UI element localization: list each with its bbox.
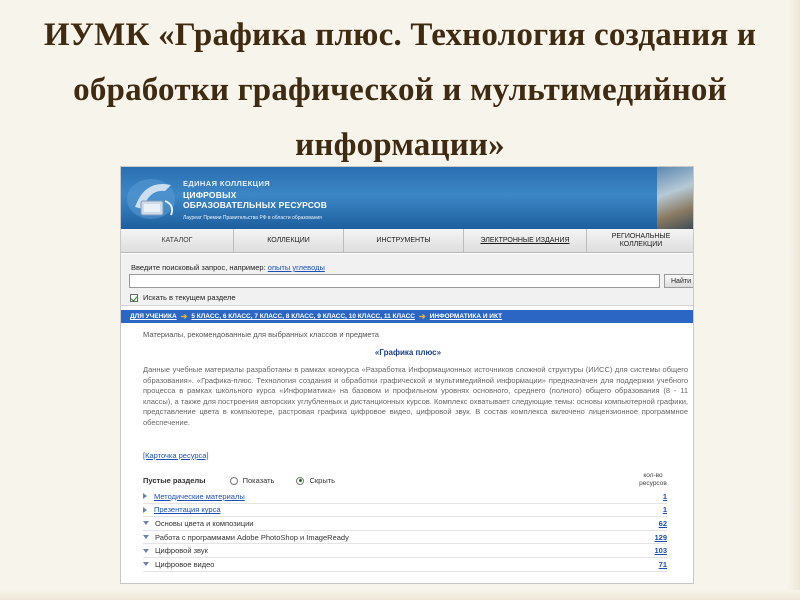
section-row[interactable] bbox=[143, 504, 667, 518]
section-row[interactable] bbox=[143, 558, 667, 572]
section-label: Цифровой звук bbox=[155, 546, 208, 556]
resource-count-header: кол-во ресурсов bbox=[639, 472, 667, 487]
breadcrumb-item-student[interactable]: ДЛЯ УЧЕНИКА bbox=[130, 313, 177, 320]
hide-radio-label: Скрыть bbox=[309, 476, 336, 485]
search-panel bbox=[121, 254, 694, 306]
section-count[interactable]: 1 bbox=[662, 505, 667, 515]
nav-regional-collections[interactable]: РЕГИОНАЛЬНЫЕ КОЛЛЕКЦИИ bbox=[611, 233, 671, 248]
slide-title: ИУМК «Графика плюс. Технология создания и обработки графической и мультимедийной информации» bbox=[43, 17, 757, 163]
breadcrumb-item-subject[interactable]: ИНФОРМАТИКА И ИКТ bbox=[429, 313, 503, 320]
show-radio-label: Показать bbox=[242, 476, 275, 485]
main-content bbox=[121, 323, 694, 584]
slide-edge-right bbox=[788, 0, 800, 600]
nav-tools[interactable]: ИНСТРУМЕНТЫ bbox=[344, 229, 464, 253]
section-label: Работа с программами Adobe PhotoShop и ImageReady bbox=[155, 532, 349, 542]
section-count[interactable]: 1 bbox=[662, 491, 667, 501]
search-input[interactable] bbox=[129, 274, 660, 288]
nav-collections[interactable]: КОЛЛЕКЦИИ bbox=[234, 229, 344, 253]
breadcrumb-item-grades[interactable]: 5 КЛАСС, 6 КЛАСС, 7 КЛАСС, 8 КЛАСС, 9 КЛАСС, 10 КЛАСС, 11 КЛАСС bbox=[191, 313, 415, 320]
resource-title: «Графика плюс» bbox=[374, 348, 442, 357]
empty-sections-label: Пустые разделы bbox=[143, 476, 206, 485]
resource-description: Данные учебные материалы разработаны в рамках конкурса «Разработка Информационных источников сложной структуры (ИИСС) для системы общего образования». «Графика-плюс. Технология создания и обработки графической и мультимедийной информации» предназначен для поддержки учебного процесса в рамках школьного курса «Информатика» на базовом и профильном уровнях основного, среднего (полного) общего образования (8 - 11 классы), а также для построения авторских углубленных и дистанционных курсов. Комплекс охватывает следующие темы: основы компьютерной графики, представление цвета в компьютере, растровая графика цифровое видео, цифровой звук. В состав комплекса включено лицензионное программное обеспечение. bbox=[143, 365, 688, 427]
nav-catalog[interactable]: КАТАЛОГ bbox=[121, 229, 234, 253]
nav-electronic-editions[interactable]: ЭЛЕКТРОННЫЕ ИЗДАНИЯ bbox=[464, 229, 587, 253]
section-label: Цифровое видео bbox=[155, 559, 215, 569]
collapse-arrow-icon[interactable] bbox=[143, 521, 149, 525]
search-example-link[interactable]: опыты углеводы bbox=[267, 263, 325, 272]
search-in-section-label: Искать в текущем разделе bbox=[143, 293, 236, 302]
collapse-arrow-icon[interactable] bbox=[143, 535, 149, 539]
section-row[interactable] bbox=[143, 517, 667, 531]
banner-title-line-2: ОБРАЗОВАТЕЛЬНЫХ РЕСУРСОВ bbox=[183, 199, 328, 210]
breadcrumb bbox=[121, 310, 694, 323]
collapse-arrow-icon[interactable] bbox=[143, 549, 149, 553]
section-row[interactable] bbox=[143, 490, 667, 504]
section-row[interactable] bbox=[143, 544, 667, 558]
section-row[interactable] bbox=[143, 531, 667, 545]
section-label[interactable]: Методические материалы bbox=[154, 491, 245, 501]
website-screenshot bbox=[120, 166, 694, 584]
collapse-arrow-icon[interactable] bbox=[143, 562, 149, 566]
search-in-section-checkbox[interactable] bbox=[130, 294, 138, 302]
section-count[interactable]: 71 bbox=[658, 559, 667, 569]
section-label: Основы цвета и композиции bbox=[155, 518, 254, 528]
site-banner bbox=[121, 167, 694, 229]
content-heading: Материалы, рекомендованные для выбранных классов и предмета bbox=[143, 330, 379, 339]
banner-award-text: Лауреат Премии Правительства РФ в области образования bbox=[183, 215, 322, 221]
section-label[interactable]: Презентация курса bbox=[154, 505, 221, 515]
expand-arrow-icon[interactable] bbox=[143, 493, 147, 499]
search-button[interactable]: Найти bbox=[664, 274, 694, 288]
section-count[interactable]: 129 bbox=[654, 532, 667, 542]
breadcrumb-arrow-icon: ➔ bbox=[419, 312, 426, 321]
empty-sections-toggle bbox=[143, 476, 357, 485]
show-radio[interactable] bbox=[230, 477, 238, 485]
breadcrumb-arrow-icon: ➔ bbox=[180, 312, 188, 321]
collection-logo-icon bbox=[125, 171, 181, 225]
expand-arrow-icon[interactable] bbox=[143, 507, 147, 513]
slide-edge-bottom bbox=[0, 590, 800, 600]
main-nav bbox=[121, 229, 694, 253]
section-count[interactable]: 62 bbox=[658, 518, 667, 528]
banner-photo bbox=[657, 167, 694, 229]
section-list bbox=[143, 490, 667, 572]
banner-subtitle: ЕДИНАЯ КОЛЛЕКЦИЯ bbox=[183, 179, 271, 188]
search-hint: Введите поисковый запрос, например: опыты углеводы bbox=[131, 263, 325, 272]
section-count[interactable]: 103 bbox=[654, 546, 667, 556]
banner-title bbox=[183, 191, 327, 210]
banner-title-line-1: ЦИФРОВЫХ bbox=[183, 190, 237, 200]
hide-radio[interactable] bbox=[296, 477, 304, 485]
resource-card-link[interactable]: [Карточка ресурса] bbox=[143, 451, 209, 460]
